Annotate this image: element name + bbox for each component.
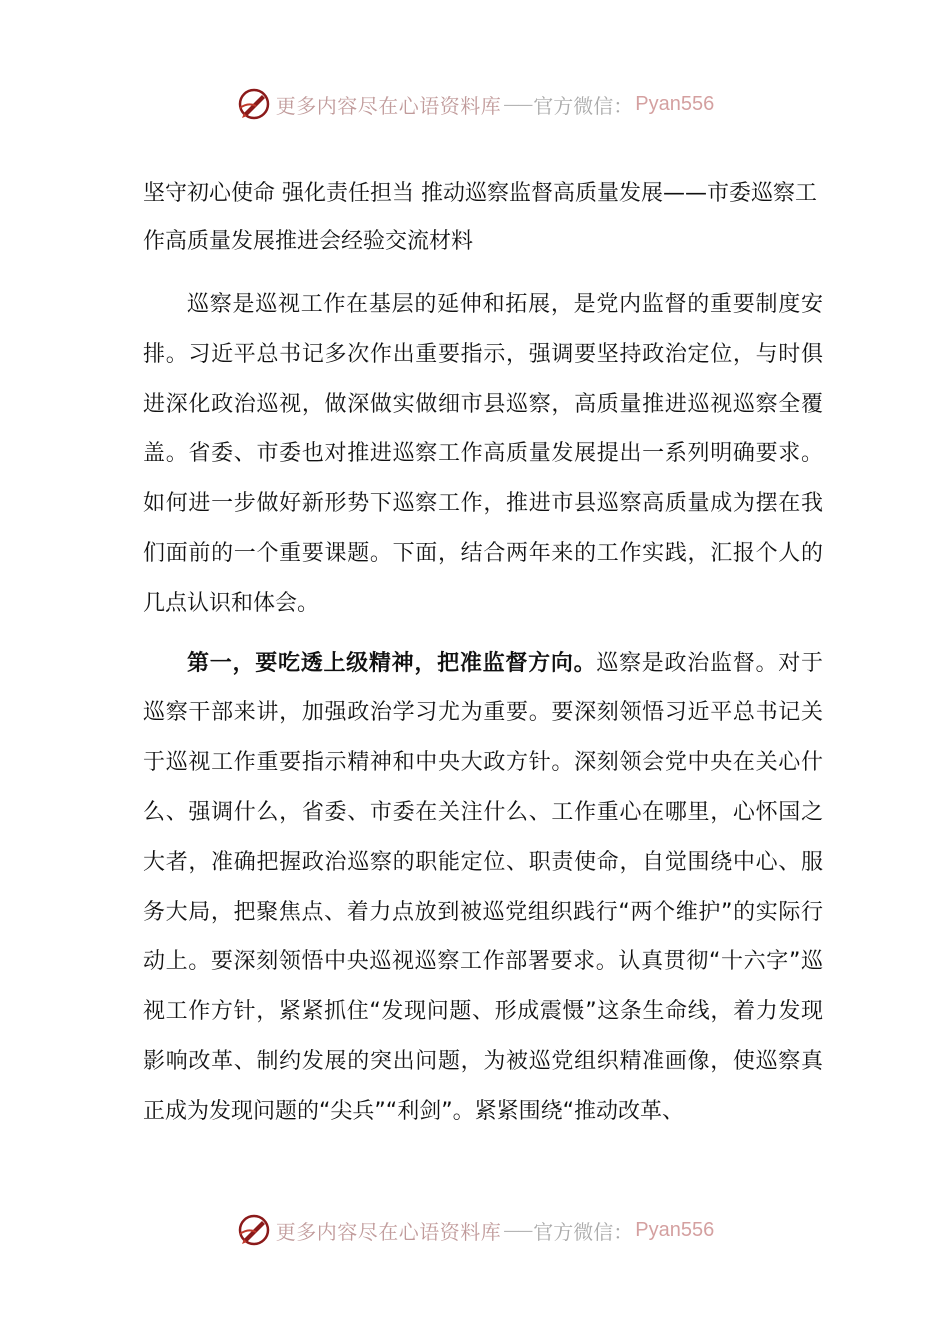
section-1-paragraph — [143, 639, 823, 1137]
banner-wechat-id: Pyan556 — [635, 92, 715, 115]
intro-paragraph: 巡察是巡视工作在基层的延伸和拓展，是党内监督的重要制度安排。习近平总书记多次作出重要指示，强调要坚持政治定位，与时俱进深化政治巡视，做深做实做细市县巡察，高质量推进巡视巡察全覆盖。省委、市委也对推进巡察工作高质量发展提出一系列明确要求。如何进一步做好新形势下巡察工作，推进市县巡察高质量成为摆在我们面前的一个重要课题。下面，结合两年来的工作实践，汇报个人的几点认识和体会。 — [143, 292, 823, 616]
pen-logo-icon — [236, 1212, 272, 1248]
footer-wechat-label: 官方微信： — [533, 1219, 634, 1244]
footer-separator: —— — [503, 1220, 532, 1240]
banner-wechat-label: 官方微信： — [533, 93, 634, 118]
footer-site-text: 更多内容尽在心语资料库 — [275, 1219, 502, 1244]
section-1-heading: 第一，要吃透上级精神，把准监督方向。 — [187, 650, 597, 676]
footer-wechat-id: Pyan556 — [635, 1218, 715, 1241]
pen-logo-icon — [236, 86, 272, 122]
section-1-text: 巡察是政治监督。对于巡察干部来讲，加强政治学习尤为重要。要深刻领悟习近平总书记关于巡视工作重要指示精神和中央大政方针。深刻领会党中央在关心什么、强调什么，省委、市委在关注什么、工作重心在哪里，心怀国之大者，准确把握政治巡察的职能定位、职责使命，自觉围绕中心、服务大局，把聚焦点、着力点放到被巡党组织践行“两个维护”的实际行动上。要深刻领悟中央巡视巡察工作部署要求。认真贯彻“十六字”巡视工作方针，紧紧抓住“发现问题、形成震慑”这条生命线，着力发现影响改革、制约发展的突出问题，为被巡党组织精准画像，使巡察真正成为发现问题的“尖兵”“利剑”。紧紧围绕“推动改革、 — [143, 650, 823, 1124]
header-banner — [0, 84, 950, 124]
document-title: 坚守初心使命 强化责任担当 推动巡察监督高质量发展——市委巡察工作高质量发展推进会经验交流材料 — [143, 181, 817, 254]
footer-banner — [0, 1210, 950, 1250]
banner-separator: —— — [503, 94, 532, 114]
banner-site-text: 更多内容尽在心语资料库 — [275, 93, 502, 118]
document-body — [143, 170, 823, 1147]
